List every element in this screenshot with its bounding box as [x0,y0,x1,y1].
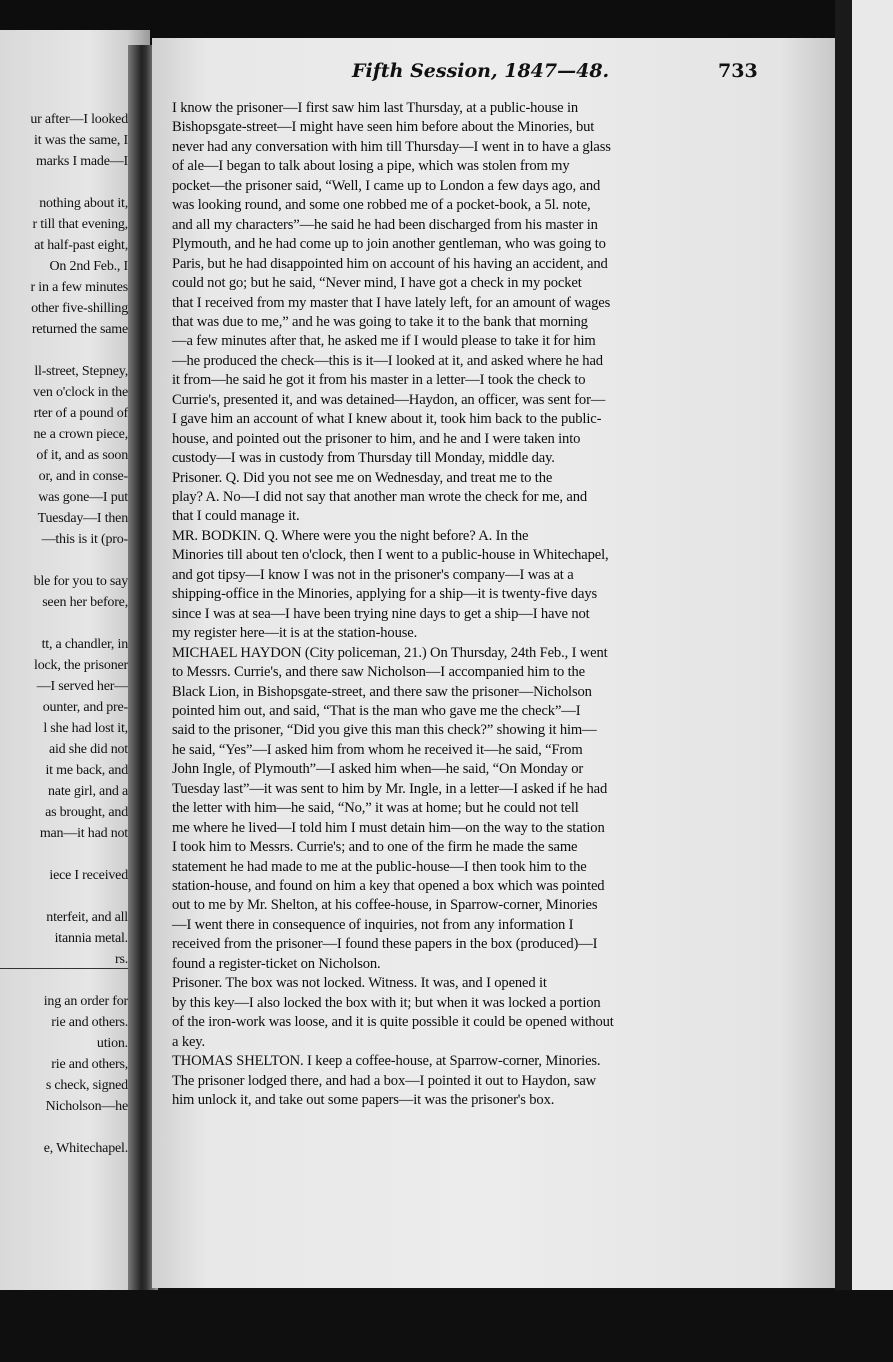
text-line: out to me by Mr. Shelton, at his coffee-house, in Sparrow-corner, Minories [172,897,598,914]
text-line: Paris, but he had disappointed him on account of his having an accident, and [172,255,608,272]
text-line: found a register-ticket on Nicholson. [172,955,381,972]
text-line: me where he lived—I told him I must detain him—on the way to the station [172,819,605,836]
scan-background-bottom [0,1290,893,1362]
text-line: —a few minutes after that, he asked me if I would please to take it for him [172,333,596,350]
text-line: Prisoner. The box was not locked. Witness. It was, and I opened it [172,975,547,992]
text-line: The prisoner lodged there, and had a box—I pointed it out to Haydon, saw [172,1072,597,1089]
left-page-line: returned the same [31,322,128,337]
left-page-line: lock, the prisoner [34,658,128,673]
text-line: Tuesday last”—it was sent to him by Mr. Ingle, in a letter—I asked if he had [172,780,608,797]
left-page-line: of it, and as soon [36,448,128,463]
left-page-line: rs. [114,952,128,967]
text-line: it from—he said he got it from his master in a letter—I took the check to [172,372,586,389]
text-line: could not go; but he said, “Never mind, I have got a check in my pocket [172,275,582,292]
left-page-line: rie and others, [51,1057,128,1072]
left-page-line: ounter, and pre- [42,700,128,715]
text-line: my register here—it is at the station-house. [172,625,418,642]
text-line: MR. BODKIN. Q. Where were you the night before? A. In the [172,527,529,544]
left-page-line: ble for you to say [33,574,128,589]
left-page-line: itannia metal. [54,931,128,946]
left-page-line: marks I made—I [35,154,128,169]
text-line: play? A. No—I did not say that another man wrote the check for me, and [172,489,588,505]
left-page-line: man—it had not [39,826,128,841]
text-line: I gave him an account of what I knew about it, took him back to the public- [172,411,602,428]
text-line: Currie's, presented it, and was detained—Haydon, an officer, was sent for— [172,391,606,408]
text-line: Minories till about ten o'clock, then I went to a public-house in Whitechapel, [172,547,609,564]
text-line: statement he had made to me at the public-house—I then took him to the [172,858,587,875]
text-line: of the iron-work was loose, and it is quite possible it could be opened without [172,1014,614,1031]
left-page-line: aid she did not [48,742,128,757]
text-line: a key. [172,1033,205,1050]
text-line: custody—I was in custody from Thursday till Monday, middle day. [172,450,555,467]
text-line: he said, “Yes”—I asked him from whom he received it—he said, “From [172,741,583,758]
left-page-line: rter of a pound of [33,406,128,421]
text-line: shipping-office in the Minories, applying for a ship—it is twenty-five days [172,586,598,603]
text-line: John Ingle, of Plymouth”—I asked him when—he said, “On Monday or [172,761,584,778]
left-page-line: nothing about it, [39,196,128,211]
left-page-line: —I served her— [36,679,128,694]
scanner-bed-edge [852,0,893,1362]
left-page-line: tt, a chandler, in [41,637,128,652]
left-page-line: ur after—I looked [30,112,128,127]
page-number: 733 [718,60,758,82]
left-page-line: as brought, and [45,805,128,820]
left-page-line: it was the same, I [34,133,128,148]
text-line: the letter with him—he said, “No,” it was at home; but he could not tell [172,800,579,817]
text-line: said to the prisoner, “Did you give this man this check?” showing it him— [172,722,597,739]
left-page-line: On 2nd Feb., I [49,259,128,274]
text-line: received from the prisoner—I found these papers in the box (produced)—I [172,936,598,953]
left-page-line: other five-shilling [31,301,128,316]
text-line: Black Lion, in Bishopsgate-street, and there saw the prisoner—Nicholson [172,683,592,700]
text-line: THOMAS SHELTON. I keep a coffee-house, at Sparrow-corner, Minories. [172,1053,601,1070]
left-page-line: nate girl, and a [48,784,128,799]
text-line: I know the prisoner—I first saw him last Thursday, at a public-house in [172,100,578,116]
left-page-line: e, Whitechapel. [43,1141,128,1156]
text-line: to Messrs. Currie's, and there saw Nicholson—I accompanied him to the [172,664,585,681]
left-page-line: was gone—I put [38,490,128,505]
main-page [152,38,835,1288]
text-line: that was due to me,” and he was going to take it to the bank that morning [172,313,588,330]
text-line: was looking round, and some one robbed me of a pocket-book, a 5l. note, [172,197,591,214]
left-page-line: Nicholson—he [45,1099,128,1114]
left-page-line: ven o'clock in the [33,385,128,400]
text-line: that I could manage it. [172,508,300,525]
text-line: that I received from my master that I have lately left, for an amount of wages [172,294,611,311]
left-page-line: rie and others. [51,1015,128,1030]
text-line: house, and pointed out the prisoner to him, and he and I were taken into [172,430,581,447]
text-line: Bishopsgate-street—I might have seen him before about the Minories, but [172,119,595,136]
text-line: I took him to Messrs. Currie's; and to one of the firm he made the same [172,839,578,856]
text-line: station-house, and found on him a key that opened a box which was pointed [172,878,605,894]
section-rule [0,968,128,969]
text-line: MICHAEL HAYDON (City policeman, 21.) On Thursday, 24th Feb., I went [172,644,608,661]
left-page-line: at half-past eight, [34,238,128,253]
text-line: and got tipsy—I know I was not in the prisoner's company—I was at a [172,566,574,583]
text-line: Plymouth, and he had come up to join another gentleman, who was going to [172,236,606,253]
left-page-line: ution. [96,1036,128,1051]
text-line: pocket—the prisoner said, “Well, I came up to London a few days ago, and [172,177,601,194]
left-page-line: nterfeit, and all [46,910,128,925]
left-page-line: ll-street, Stepney, [34,364,128,379]
left-page-line: s check, signed [45,1078,128,1093]
text-line: of ale—I began to talk about losing a pipe, which was stolen from my [172,158,570,175]
text-line: pointed him out, and said, “That is the man who gave me the check”—I [172,702,581,719]
left-page-line: ne a crown piece, [33,427,128,442]
text-line: —I went there in consequence of inquiries, not from any information I [172,916,574,933]
left-page-line: it me back, and [45,763,128,778]
left-page-line: seen her before, [42,595,128,610]
text-line: —he produced the check—this is it—I looked at it, and asked where he had [172,352,603,369]
left-page-line: —this is it (pro- [41,532,128,547]
left-page-line: r in a few minutes [30,280,128,295]
text-line: since I was at sea—I have been trying nine days to get a ship—I have not [172,605,590,622]
running-head: Fifth Session, 1847—48. [352,60,610,82]
page-header [152,60,835,86]
left-page-line: or, and in conse- [38,469,128,484]
left-page-line: l she had lost it, [43,721,128,736]
left-page-line: Tuesday—I then [37,511,128,526]
text-line: by this key—I also locked the box with it; but when it was locked a portion [172,994,601,1011]
left-page-line: r till that evening, [32,217,128,232]
left-page-line: ing an order for [43,994,128,1009]
text-line: him unlock it, and take out some papers—it was the prisoner's box. [172,1091,555,1108]
text-line: never had any conversation with him till Thursday—I went in to have a glass [172,138,611,155]
text-line: and all my characters”—he said he had been discharged from his master in [172,216,598,233]
text-line: Prisoner. Q. Did you not see me on Wednesday, and treat me to the [172,469,553,486]
left-page-line: iece I received [49,868,128,883]
